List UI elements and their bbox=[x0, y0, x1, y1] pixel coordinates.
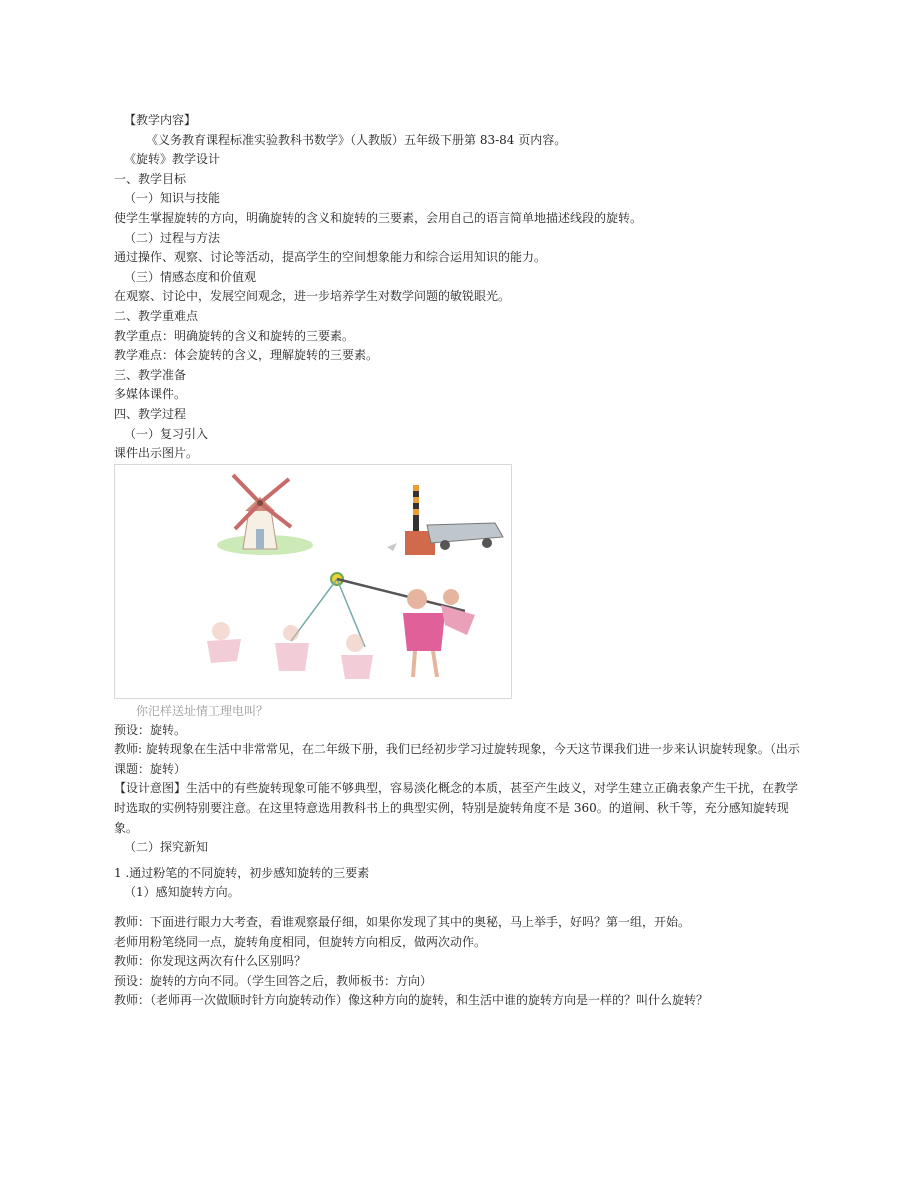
text-teacher-1: 教师: 旋转现象在生活中非常常见，在二年级下册，我们已经初步学习过旋转现象，今天这节课我们进一步来认识旋转现象。（出示课题：旋转） bbox=[114, 742, 800, 776]
text-knowledge: 使学生掌握旋转的方向，明确旋转的含义和旋转的三要素，会用自己的语言简单地描述线段的旋转。 bbox=[114, 210, 643, 225]
heading-process: 四、教学过程 bbox=[114, 406, 187, 421]
section-label: 【教学内容】 bbox=[124, 113, 197, 127]
text-item-1-sub: （1）感知旋转方向。 bbox=[124, 885, 240, 900]
text-item-1: 1 .通过粉笔的不同旋转，初步感知旋转的三要素 bbox=[114, 865, 370, 880]
text-design-intent: 【设计意图】生活中的有些旋转现象可能不够典型，容易淡化概念的本质，甚至产生歧义，对学生建立正确表象产生干扰，在教学时选取的实例特别要注意。在这里特意选用教科书上的典型实例，特别是旋转角度不是 360。的道闸、秋千等，充分感知旋转现象。 bbox=[114, 781, 799, 835]
subheading-process: （二）过程与方法 bbox=[124, 230, 221, 245]
subheading-knowledge: （一）知识与技能 bbox=[124, 191, 221, 206]
barrier-gate-icon bbox=[387, 485, 503, 555]
text-preset-2: 预设：旋转的方向不同。（学生回答之后，教师板书：方向） bbox=[114, 973, 433, 988]
subheading-review: （一）复习引入 bbox=[124, 426, 209, 441]
text-teacher-3: 教师：（老师再一次做顺时针方向旋转动作）像这种方向的旋转，和生活中谁的旋转方向是一样的？叫什么旋转？ bbox=[114, 993, 709, 1008]
text-key-point: 教学重点：明确旋转的含义和旋转的三要素。 bbox=[114, 328, 355, 343]
illustration-svg bbox=[115, 465, 511, 698]
text-teacher-2: 教师：下面进行眼力大考查，看谁观察最仔细，如果你发现了其中的奥秘，马上举手，好吗？第一组，开始。 bbox=[114, 915, 691, 930]
figure-caption: 你汜样送址情工理电叫？ bbox=[136, 703, 269, 718]
text-attitude: 在观察、讨论中，发展空间观念，进一步培养学生对数学问题的敏锐眼光。 bbox=[114, 289, 511, 304]
text-process: 通过操作、观察、讨论等活动，提高学生的空间想象能力和综合运用知识的能力。 bbox=[114, 250, 547, 265]
windmill-icon bbox=[217, 475, 313, 555]
document-body bbox=[114, 111, 804, 1011]
text-teacher-action: 老师用粉笔绕同一点，旋转角度相同，但旋转方向相反，做两次动作。 bbox=[114, 934, 487, 949]
heading-preparation: 三、教学准备 bbox=[114, 367, 187, 382]
text-preset-1: 预设：旋转。 bbox=[114, 722, 187, 737]
swing-icon bbox=[207, 573, 475, 679]
text-preparation: 多媒体课件。 bbox=[114, 387, 187, 402]
subheading-explore: （二）探究新知 bbox=[124, 840, 209, 855]
source-line: 《义务教育课程标准实验教科书数学》（人教版）五年级下册第 83-84 页内容。 bbox=[146, 132, 567, 147]
rotation-illustration bbox=[114, 464, 512, 699]
text-hard-point: 教学难点：体会旋转的含义，理解旋转的三要素。 bbox=[114, 348, 379, 363]
text-show-picture: 课件出示图片。 bbox=[114, 446, 199, 461]
heading-key-points: 二、教学重难点 bbox=[114, 308, 199, 323]
design-title: 《旋转》教学设计 bbox=[124, 152, 221, 167]
heading-objectives: 一、教学目标 bbox=[114, 171, 187, 186]
subheading-attitude: （三）情感态度和价值观 bbox=[124, 269, 257, 284]
text-teacher-question: 教师：你发现这两次有什么区别吗？ bbox=[114, 954, 307, 969]
